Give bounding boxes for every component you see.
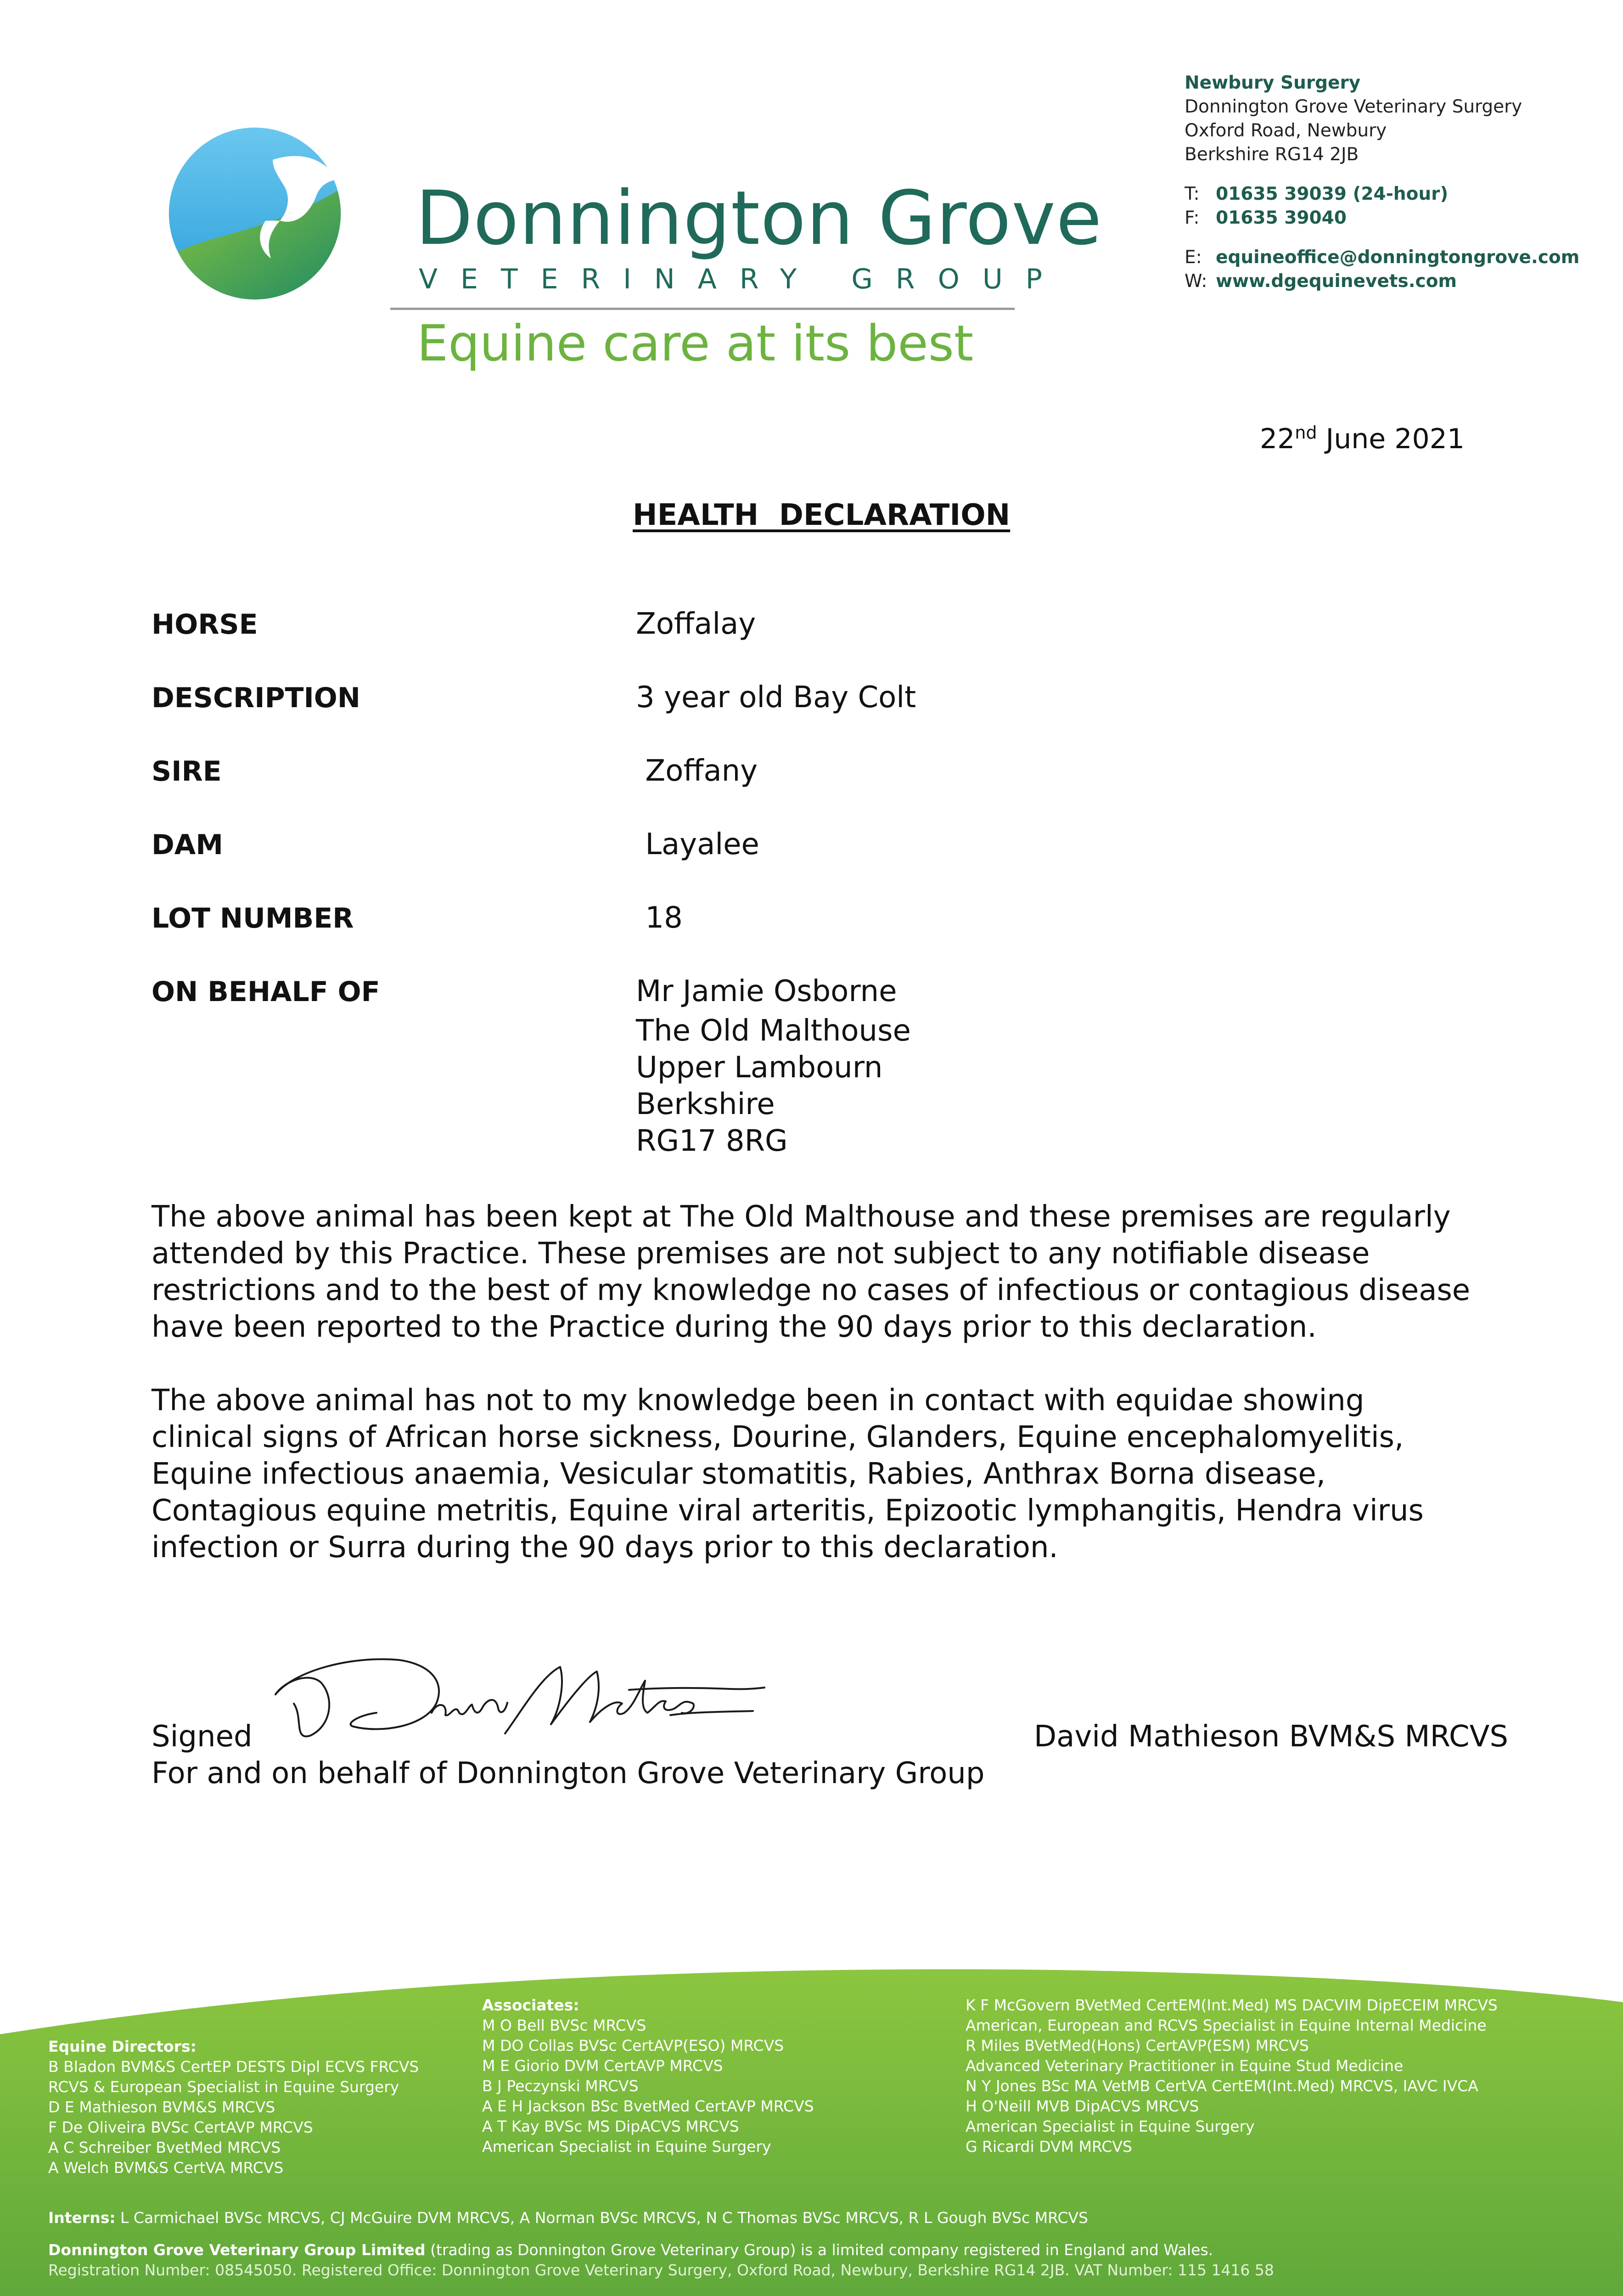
footer-associate: American Specialist in Equine Surgery [482, 2138, 771, 2155]
field-value-sire: Zoffany [636, 754, 758, 788]
signature-image [266, 1644, 771, 1750]
on-behalf-line: For and on behalf of Donnington Grove Veterinary Group [152, 1756, 985, 1790]
declaration-paragraph-premises: The above animal has been kept at The Old Malthouse and these premises are regularly attended by this Practice. These premises are not subject to any notifiable disease restrictions and to the best of my knowledge no cases of infectious or contagious disease have been reported to the Practice during the 90 days prior to this declaration. [152, 1200, 1471, 1344]
owner-address-line: RG17 8RG [636, 1124, 788, 1158]
declaration-paragraph-disease-contact: The above animal has not to my knowledge been in contact with equidae showing clinical signs of African horse sickness, Dourine, Glanders, Equine encephalomyelitis, Equine infectious anaemia, Vesicular stomatitis, Rabies, Anthrax Borna disease, Contagious equine metritis, Equine viral arteritis, Epizootic lymphangitis, Hendra virus infection or Surra during the 90 days prior to this declaration. [152, 1384, 1424, 1564]
owner-address-line: Berkshire [636, 1087, 775, 1121]
footer-director: D E Mathieson BVM&S MRCVS [48, 2098, 275, 2116]
date-day: 22 [1259, 423, 1295, 455]
footer-specialist: N Y Jones BSc MA VetMB CertVA CertEM(Int.Med) MRCVS, IAVC IVCA [966, 2077, 1478, 2095]
email-label: E: [1185, 247, 1202, 268]
brand-tagline: Equine care at its best [417, 315, 974, 372]
phone-line [1185, 182, 1579, 206]
email-link[interactable]: equineoffice@donningtongrove.com [1216, 247, 1580, 268]
fax-line [1185, 206, 1579, 230]
website-link[interactable]: www.dgequinevets.com [1216, 271, 1457, 292]
practice-logo-icon [165, 124, 344, 303]
letter-date [1260, 422, 1465, 455]
footer-interns-list: L Carmichael BVSc MRCVS, CJ McGuire DVM MRCVS, A Norman BVSc MRCVS, N C Thomas BVSc MRCVS, R L Gough BVSc MRCVS [115, 2209, 1088, 2227]
footer-specialist: American, European and RCVS Specialist in Equine Internal Medicine [966, 2016, 1487, 2034]
field-label-description: DESCRIPTION [152, 682, 361, 714]
field-value-dam: Layalee [636, 827, 759, 861]
footer-specialist: American Specialist in Equine Surgery [966, 2117, 1255, 2135]
field-value-description: 3 year old Bay Colt [636, 681, 916, 715]
owner-address [636, 1013, 911, 1159]
owner-address-line: Upper Lambourn [636, 1051, 883, 1085]
footer-associates-heading: Associates: [482, 1996, 579, 2014]
footer-director: F De Oliveira BVSc CertAVP MRCVS [48, 2118, 313, 2136]
phone-label: T: [1185, 184, 1200, 204]
footer-associate: A E H Jackson BSc BvetMed CertAVP MRCVS [482, 2097, 814, 2115]
footer-interns [48, 2208, 1088, 2228]
email-line [1185, 246, 1579, 270]
address-line: Donnington Grove Veterinary Surgery [1185, 96, 1522, 117]
contact-block [1185, 71, 1579, 293]
field-label-on-behalf-of: ON BEHALF OF [152, 976, 380, 1008]
brand-name: Donnington Grove [416, 175, 1102, 262]
footer-director: A C Schreiber BvetMed MRCVS [48, 2138, 281, 2156]
field-value-horse: Zoffalay [636, 607, 756, 641]
field-value-owner-name: Mr Jamie Osborne [636, 974, 897, 1008]
footer-specialist: R Miles BVetMed(Hons) CertAVP(ESM) MRCVS [966, 2037, 1309, 2054]
footer-specialist: K F McGovern BVetMed CertEM(Int.Med) MS DACVIM DipECEIM MRCVS [966, 1996, 1498, 2014]
signed-label: Signed [152, 1720, 253, 1754]
signatory-name: David Mathieson BVM&S MRCVS [1033, 1720, 1508, 1754]
fax-label: F: [1185, 208, 1200, 228]
field-label-horse: HORSE [152, 608, 258, 641]
website-label: W: [1185, 271, 1207, 292]
footer-company-statement [48, 2240, 1213, 2260]
footer-directors [48, 2037, 419, 2178]
footer-registration: Registration Number: 08545050. Registered Office: Donnington Grove Veterinary Surgery, Oxford Road, Newbury, Berkshire RG14 2JB. VAT Number: 115 1416 58 [48, 2261, 1274, 2279]
footer-director: B Bladon BVM&S CertEP DESTS Dipl ECVS FRCVS [48, 2058, 419, 2076]
brand-divider [390, 308, 1015, 310]
footer-company-details: (trading as Donnington Grove Veterinary Group) is a limited company registered in England and Wales. [425, 2241, 1213, 2259]
document-title: HEALTH DECLARATION [633, 498, 1011, 532]
footer-associate: M DO Collas BVSc CertAVP(ESO) MRCVS [482, 2037, 784, 2054]
footer-specialist: H O'Neill MVB DipACVS MRCVS [966, 2097, 1199, 2115]
footer-associate: M O Bell BVSc MRCVS [482, 2016, 646, 2034]
footer-director: A Welch BVM&S CertVA MRCVS [48, 2159, 284, 2177]
footer-associates [482, 1995, 814, 2157]
website-line [1185, 270, 1579, 293]
footer-interns-heading: Interns: [48, 2209, 116, 2227]
footer-specialist: Advanced Veterinary Practitioner in Equine Stud Medicine [966, 2057, 1404, 2075]
phone-number[interactable]: 01635 39039 (24-hour) [1216, 184, 1449, 204]
footer-specialist: G Ricardi DVM MRCVS [966, 2138, 1132, 2155]
date-suffix: nd [1295, 422, 1317, 443]
footer-company-name: Donnington Grove Veterinary Group Limited [48, 2241, 426, 2259]
address-line: Oxford Road, Newbury [1185, 120, 1387, 141]
field-label-sire: SIRE [152, 755, 222, 788]
fax-number: 01635 39040 [1216, 208, 1347, 228]
footer-directors-heading: Equine Directors: [48, 2037, 197, 2055]
field-label-lot-number: LOT NUMBER [152, 902, 354, 934]
field-value-lot-number: 18 [636, 901, 683, 935]
field-label-dam: DAM [152, 829, 223, 861]
surgery-name: Newbury Surgery [1185, 73, 1361, 93]
brand-subtitle: VETERINARY GROUP [419, 263, 1065, 295]
footer-director: RCVS & European Specialist in Equine Surgery [48, 2078, 399, 2096]
owner-address-line: The Old Malthouse [636, 1014, 911, 1048]
footer-associate: B J Peczynski MRCVS [482, 2077, 639, 2095]
address-line: Berkshire RG14 2JB [1185, 144, 1359, 165]
footer-associate: M E Giorio DVM CertAVP MRCVS [482, 2057, 723, 2075]
footer-associate: A T Kay BVSc MS DipACVS MRCVS [482, 2117, 739, 2135]
footer-specialists [966, 1995, 1498, 2157]
date-month-year: June 2021 [1317, 423, 1465, 455]
